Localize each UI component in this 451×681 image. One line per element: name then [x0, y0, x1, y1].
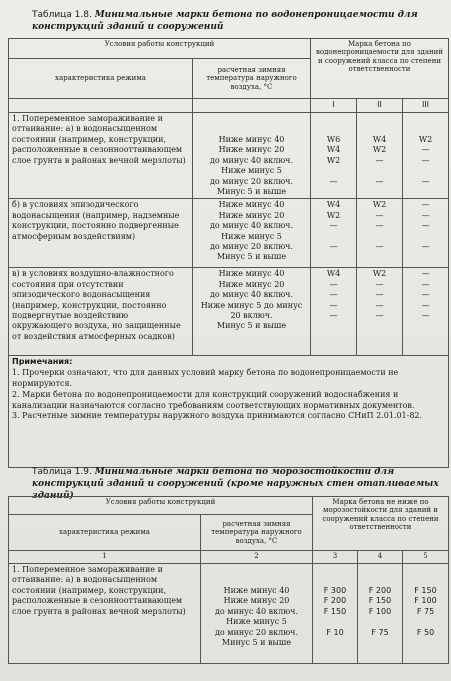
grade-cell: — [375, 300, 384, 310]
note-1: 1. Прочерки означают, что для данных условий марку бетона по водонепроницаемости не нормируются. [12, 368, 399, 388]
t18-blank [193, 99, 311, 113]
temp-line: Ниже минус 5 [226, 617, 287, 627]
grade-cell: — [421, 200, 430, 210]
grade-cell: F 100 [368, 606, 392, 616]
t19-row-a-col3 [313, 564, 358, 664]
table-1-8-number: Таблица 1.8. [32, 10, 92, 20]
grade-cell: — [375, 310, 384, 320]
t18-blank [9, 99, 193, 113]
t18-class-iii: III [403, 99, 449, 113]
t18-header-conditions: Условия работы конструкций [9, 39, 311, 59]
grade-cell: F 100 [414, 596, 437, 606]
temp-line: Ниже минус 5 [221, 166, 282, 176]
t19-header-grade: Марка бетона не ниже по морозостойкости для зданий и сооружений класса по степени ответственности [313, 497, 449, 551]
t18-row-c-col2 [357, 268, 403, 356]
grade-cell: F 75 [416, 606, 435, 616]
t19-colnum-3: 3 [313, 551, 358, 564]
grade-cell: F 150 [368, 596, 392, 606]
t18-row-b-col1 [311, 199, 357, 268]
table-1-9 [8, 496, 449, 664]
grade-cell: W6 [326, 135, 341, 144]
temp-line: до минус 40 включ. [209, 290, 293, 300]
grade-cell: — [421, 145, 430, 155]
temp-line: Минус 5 и выше [216, 321, 287, 331]
temp-line: до минус 40 включ. [209, 155, 293, 165]
grade-cell: — [329, 241, 338, 251]
t18-class-i: I [311, 99, 357, 113]
grade-cell: — [421, 155, 430, 165]
table-1-9-number: Таблица 1.9. [32, 467, 92, 477]
t19-row-a-col5 [403, 564, 449, 664]
t19-header-temp: расчетная зимняя температура наружного воздуха, °С [201, 515, 313, 551]
t18-row-c-text: в) в условиях воздушно-влажностного состояния при отсутствии эпизодического водонасыщения (например, конструкции, постоянно подвергнутые воздействию окружающего воздуха, но защищенные от воздействия атмосферных осадков) [12, 269, 181, 341]
grade-cell: — [421, 300, 430, 310]
grade-cell [361, 617, 399, 627]
grade-cell: F 75 [371, 627, 389, 637]
temp-line: до минус 20 включ. [209, 176, 293, 186]
t19-header-mode: характеристика режима [9, 515, 201, 551]
t18-row-b-desc [9, 199, 193, 268]
grade-cell: — [375, 290, 384, 300]
t18-row-a-temps [193, 113, 311, 199]
grade-cell [360, 166, 399, 176]
grade-cell: W4 [372, 135, 387, 144]
grade-cell [314, 232, 353, 242]
t18-notes [9, 356, 449, 468]
grade-cell: — [329, 279, 338, 289]
grade-cell: — [329, 300, 338, 310]
t18-class-ii: II [357, 99, 403, 113]
grade-cell: F 10 [326, 627, 344, 637]
temp-line: Ниже минус 40 [223, 586, 290, 595]
t18-row-c-desc [9, 268, 193, 356]
t19-row-a-temps [201, 564, 313, 664]
grade-cell: — [375, 210, 384, 220]
grade-cell: — [375, 155, 384, 165]
t19-header-conditions: Условия работы конструкций [9, 497, 313, 515]
temp-line: Ниже минус 40 [218, 200, 285, 210]
temp-line: Ниже минус 20 [223, 596, 290, 606]
t18-row-a-col3 [403, 113, 449, 199]
t18-row-b-text: б) в условиях эпизодического водонасыщения (например, надземные конструкции, постоянно подвергенные атмосферным воздействиям) [12, 200, 180, 241]
t18-row-a-desc [9, 113, 193, 199]
t18-row-b-col3 [403, 199, 449, 268]
grade-cell: — [421, 241, 430, 251]
table-1-8 [8, 38, 449, 468]
grade-cell: — [375, 221, 384, 231]
grade-cell: — [329, 290, 338, 300]
t18-header-mode: характеристика режима [9, 59, 193, 99]
temp-line: Ниже минус 20 [218, 145, 285, 155]
grade-cell: — [421, 269, 430, 279]
temp-line: до минус 20 включ. [214, 627, 298, 637]
grade-cell: — [421, 221, 430, 231]
grade-cell: — [421, 176, 430, 186]
grade-cell: F 150 [414, 586, 437, 595]
table-1-9-title: Минимальные марки бетона по морозостойкости для конструкций зданий и сооружений (кроме наружных стен отапливаемых зданий) [32, 467, 439, 501]
temp-line: до минус 40 включ. [214, 606, 298, 616]
temp-line: Минус 5 и выше [221, 637, 292, 647]
t18-header-temp: расчетная зимняя температура наружного воздуха, °С [193, 59, 311, 99]
grade-cell: F 300 [323, 586, 347, 595]
t18-row-b-col2 [357, 199, 403, 268]
t18-row-a-col2 [357, 113, 403, 199]
t18-row-b-temps [193, 199, 311, 268]
table-1-8-title: Минимальные марки бетона по водонепроницаемости для конструкций зданий и сооружений [32, 10, 418, 32]
grade-cell: F 200 [368, 586, 392, 595]
t18-row-a-col1 [311, 113, 357, 199]
grade-cell [314, 166, 353, 176]
grade-cell: W2 [418, 135, 433, 144]
grade-cell: — [421, 279, 430, 289]
t19-colnum-5: 5 [403, 551, 449, 564]
temp-line: Минус 5 и выше [216, 252, 287, 262]
t19-row-a-desc [9, 564, 201, 664]
temp-line: Ниже минус 20 [218, 210, 285, 220]
grade-cell: — [329, 310, 338, 320]
t18-header-grade: Марка бетона по водонепроницаемости для зданий и сооружений класса по степени ответственности [311, 39, 449, 99]
grade-cell: W4 [326, 269, 341, 279]
t18-row-c-temps [193, 268, 311, 356]
temp-line: до минус 40 включ. [209, 221, 293, 231]
table-1-8-caption [32, 9, 442, 33]
grade-cell: F 200 [323, 596, 347, 606]
t19-colnum-1: 1 [9, 551, 201, 564]
notes-heading: Примечания: [12, 357, 73, 367]
t19-row-a-col4 [358, 564, 403, 664]
grade-cell: W4 [326, 200, 341, 210]
temp-line: Минус 5 и выше [216, 186, 287, 196]
grade-cell: F 150 [323, 606, 347, 616]
t18-row-a-text: 1. Попеременное замораживание и оттаивание: а) в водонасыщенном состоянии (например, конструкции, расположенные в сезоннооттаивающем слое грунта в районах вечной мерзлоты) [12, 114, 186, 165]
grade-cell: — [329, 221, 338, 231]
temp-line: Ниже минус 5 до минус [200, 300, 303, 310]
grade-cell: W2 [372, 269, 387, 279]
temp-line: Ниже минус 40 [218, 135, 285, 144]
grade-cell: — [375, 176, 384, 186]
grade-cell: W2 [372, 200, 387, 210]
t19-colnum-2: 2 [201, 551, 313, 564]
temp-line: Ниже минус 5 [221, 231, 282, 241]
temp-line: Ниже минус 20 [218, 279, 285, 289]
grade-cell [360, 232, 399, 242]
grade-cell: — [421, 210, 430, 220]
temp-line: Ниже минус 40 [218, 269, 285, 279]
grade-cell: W2 [326, 210, 341, 220]
grade-cell: W2 [372, 145, 387, 155]
grade-cell: — [421, 310, 430, 320]
grade-cell: — [375, 241, 384, 251]
grade-cell: — [375, 279, 384, 289]
note-3: 3. Расчетные зимние температуры наружного воздуха принимаются согласно СНиП 2.01.01-82. [12, 411, 423, 421]
temp-line: до минус 20 включ. [209, 241, 293, 251]
grade-cell [406, 166, 445, 176]
grade-cell [316, 617, 354, 627]
grade-cell: — [329, 176, 338, 186]
t18-row-c-col1 [311, 268, 357, 356]
t19-row-a-text: 1. Попеременное замораживание и оттаивание: а) в водонасыщенном состоянии (например, конструкции, расположенные в сезоннооттаивающем слое грунта в районах вечной мерзлоты) [12, 565, 186, 616]
grade-cell [406, 617, 445, 627]
t19-colnum-4: 4 [358, 551, 403, 564]
note-2: 2. Марки бетона по водонепроницаемости для конструкций сооружений водоснабжения и канализации назначаются согласно требованиям соответствующих нормативных документов. [12, 389, 415, 410]
grade-cell: W4 [326, 145, 341, 155]
grade-cell: — [421, 290, 430, 300]
t18-row-c-col3 [403, 268, 449, 356]
temp-line: 20 включ. [230, 310, 273, 320]
grade-cell: F 50 [416, 627, 435, 637]
grade-cell [406, 232, 445, 242]
grade-cell: W2 [326, 155, 341, 165]
